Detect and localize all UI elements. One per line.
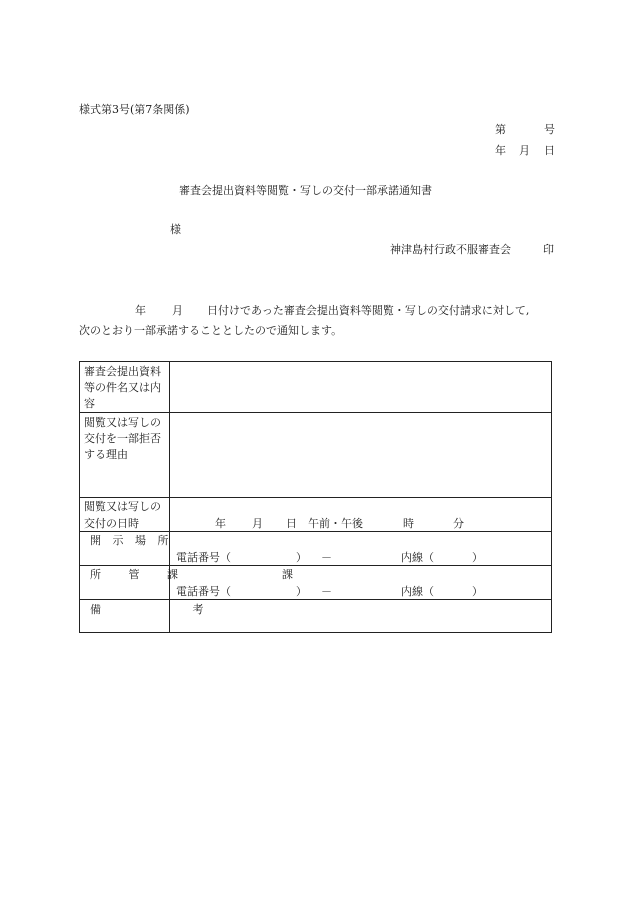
row-label-datetime-2: 交付の日時 — [84, 517, 139, 530]
department-ka: 課 — [282, 568, 293, 581]
date-year: 年 — [495, 144, 506, 157]
department-extension-close: ） — [472, 585, 483, 598]
document-title: 審査会提出資料等閲覧・写しの交付一部承諾通知書 — [179, 184, 432, 197]
location-extension-close: ） — [472, 551, 483, 564]
notice-table — [79, 361, 552, 633]
datetime-day: 日 — [286, 517, 297, 530]
department-phone-label: 電話番号（ — [176, 585, 231, 598]
location-phone-dash: － — [321, 551, 332, 564]
body-line2: 次のとおり一部承諾することとしたので通知します。 — [79, 324, 343, 337]
row-label-remarks: 備 考 — [90, 603, 248, 616]
date-day: 日 — [544, 144, 555, 157]
datetime-year: 年 — [215, 517, 226, 530]
datetime-hour: 時 — [403, 517, 414, 530]
body-month: 月 — [172, 304, 183, 317]
department-phone-close: ） — [296, 585, 307, 598]
location-phone-close: ） — [296, 551, 307, 564]
department-extension-label: 内線（ — [401, 585, 434, 598]
datetime-ampm: 午前・午後 — [308, 517, 363, 530]
issuer-name: 神津島村行政不服審査会 — [390, 243, 511, 256]
row-divider — [80, 565, 551, 566]
row-label-refusal-reason: 閲覧又は写しの交付を一部拒否する理由 — [84, 416, 161, 461]
department-phone-dash: － — [321, 585, 332, 598]
row-label-subject: 審査会提出資料等の件名又は内容 — [84, 365, 161, 410]
datetime-minute: 分 — [453, 517, 464, 530]
location-extension-label: 内線（ — [401, 551, 434, 564]
form-number: 様式第3号(第7条関係) — [79, 103, 190, 116]
row-divider — [80, 497, 551, 498]
location-phone-label: 電話番号（ — [176, 551, 231, 564]
row-divider — [80, 599, 551, 600]
datetime-month: 月 — [252, 517, 263, 530]
body-line1-rest: 日付けであった審査会提出資料等閲覧・写しの交付請求に対して, — [207, 304, 530, 317]
addressee-suffix: 様 — [170, 223, 181, 236]
row-label-department: 所 管 課 — [90, 568, 190, 581]
row-divider — [80, 531, 551, 532]
document-number-prefix: 第 — [495, 123, 506, 136]
date-month: 月 — [519, 144, 530, 157]
document-number-suffix: 号 — [544, 123, 555, 136]
seal-mark: 印 — [543, 243, 554, 256]
row-label-location: 開 示 場 所 — [90, 534, 173, 547]
row-divider — [80, 412, 551, 413]
body-year: 年 — [135, 304, 146, 317]
row-label-datetime-1: 閲覧又は写しの — [84, 500, 161, 513]
